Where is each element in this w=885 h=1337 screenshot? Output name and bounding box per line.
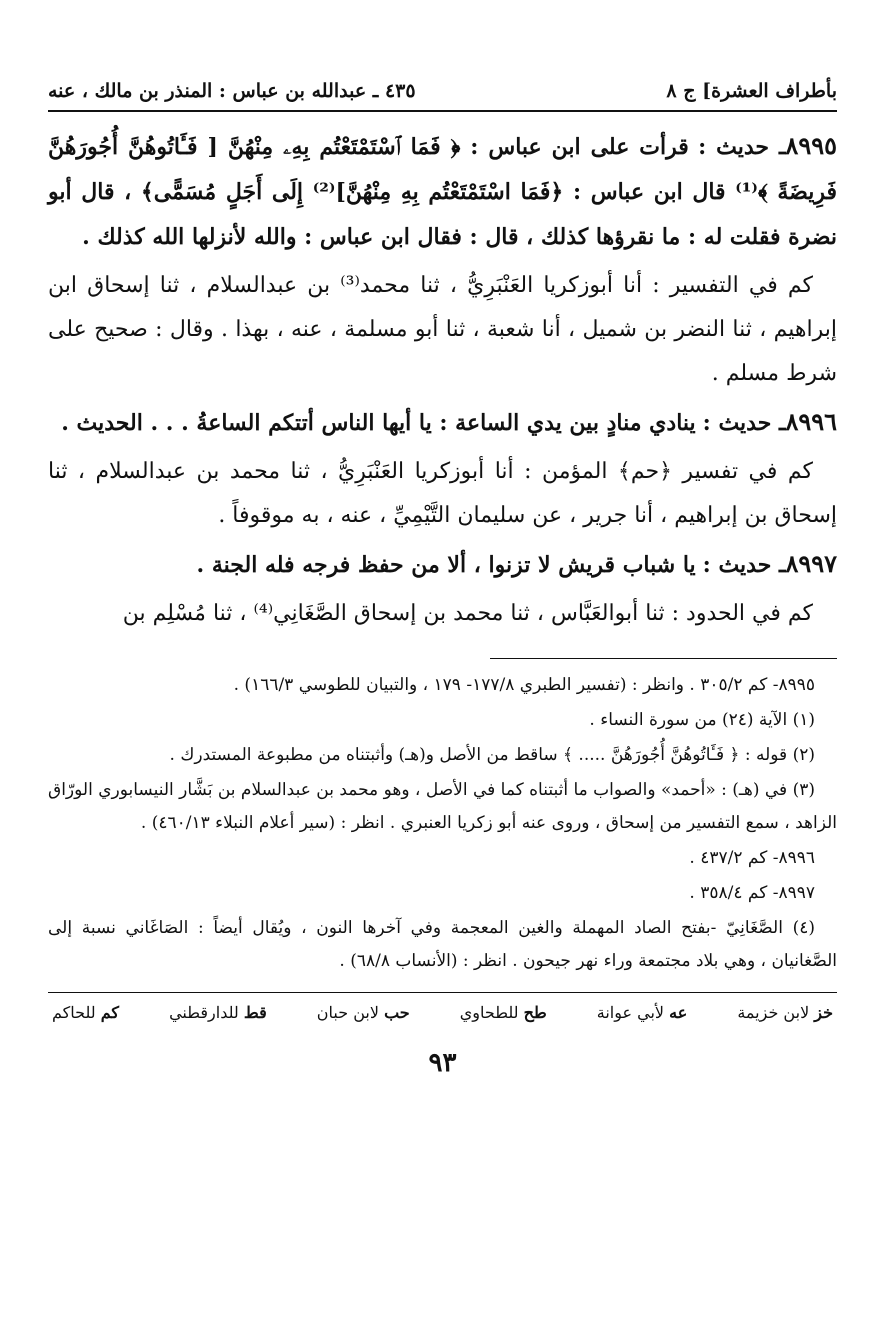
main-text [48,124,837,636]
abbreviation-item: قط للدارقطني [169,1003,267,1022]
header-book-title: بأطراف العشرة] ج ٨ [666,80,837,102]
abbreviations-key [48,1003,837,1022]
footnote: (٢) قوله : ﴿ فَـَٔاتُوهُنَّ أُجُورَهُنَّ ..... ﴾ ساقط من الأصل و(هـ) وأثبتناه من مطبوعة المستدرك . [169,745,815,765]
entry-label: ـ حديث : [702,410,786,436]
abbreviations-separator [48,992,837,993]
entry-label: ـ حديث : [702,552,786,578]
footnote-separator [490,658,837,659]
hadith-entry [48,400,837,446]
footnote: (٤) الصَّغَانِيّ -بفتح الصاد المهملة والغين المعجمة وفي آخرها النون ، ويُقال أيضاً : الصَاغَاني نسبة إلى الصَّغانيان ، وهي بلاد مجتمعة وراء نهر جيحون . انظر : (الأنساب ٦٨/٨) . [48,918,837,971]
abbreviation-item: حب لابن حبان [316,1003,410,1022]
abbreviation-item: طح للطحاوي [459,1003,547,1022]
footnote: ٨٩٩٥- كم ٣٠٥/٢ . وانظر : (تفسير الطبري ١٧٧/٨- ١٧٩ ، والتبيان للطوسي ١٦٦/٣) . [233,675,815,695]
hadith-text: قرأت على ابن عباس : ﴿ فَمَا ٱسْتَمْتَعْتُم بِهِۦ مِنْهُنَّ [ فَـَٔاتُوهُنَّ أُجُورَهُنَّ فَرِيضَةً ﴾⁽¹⁾ قال ابن عباس : ﴿فَمَا اسْتَمْتَعْتُم بِهِ مِنْهُنَّ]⁽²⁾ إِلَى أَجَلٍ مُسَمًّى﴾ ، قال أبو نضرة فقلت له : ما نقرؤها كذلك ، قال : فقال ابن عباس : والله لأنزلها الله كذلك . [48,134,838,250]
hadith-entry [48,542,837,588]
entry-label: ـ حديث : [698,134,786,160]
hadith-text: ينادي منادٍ بين يدي الساعة : يا أيها الناس أتتكم الساعةُ . . . الحديث . [61,410,696,436]
source-citation: كم في الحدود : ثنا أبوالعَبَّاس ، ثنا محمد بن إسحاق الصَّغَانِي⁽⁴⁾ ، ثنا مُسْلِم بن [122,601,813,626]
entry-number: ٨٩٩٥ [785,131,837,160]
page-number: ٩٣ [428,1048,457,1078]
abbreviation-item: خز لابن خزيمة [737,1003,833,1022]
source-citation: كم في تفسير ﴿حم﴾ المؤمن : أنا أبوزكريا العَنْبَرِيُّ ، ثنا محمد بن عبدالسلام ، ثنا إسحاق بن إبراهيم ، أنا جرير ، عن سليمان التَّيْمِيِّ ، عنه ، به موقوفاً . [48,459,837,528]
footnotes [48,669,837,978]
footnote: (١) الآية (٢٤) من سورة النساء . [589,710,815,730]
footnote: ٨٩٩٧- كم ٣٥٨/٤ . [689,883,815,903]
entry-number: ٨٩٩٦ [785,407,837,436]
running-header [48,80,837,112]
hadith-entry [48,124,837,260]
header-chapter-title: ٤٣٥ ـ عبدالله بن عباس : المنذر بن مالك ، عنه [48,80,416,102]
footnote: ٨٩٩٦- كم ٤٣٧/٢ . [689,848,815,868]
abbreviation-item: كم للحاكم [52,1003,120,1022]
source-citation: كم في التفسير : أنا أبوزكريا العَنْبَرِيُّ ، ثنا محمد⁽³⁾ بن عبدالسلام ، ثنا إسحاق ابن إبراهيم ، ثنا النضر بن شميل ، أنا شعبة ، ثنا أبو مسلمة ، عنه ، بهذا . وقال : صحيح على شرط مسلم . [48,273,837,386]
footnote: (٣) في (هـ) : «أحمد» والصواب ما أثبتناه كما في الأصل ، وهو محمد بن عبدالسلام بن بَشَّار النيسابوري الورّاق الزاهد ، سمع التفسير من إسحاق ، وروى عنه أبو زكريا العنبري . انظر : (سير أعلام النبلاء ٤٦٠/١٣) . [48,780,837,833]
entry-number: ٨٩٩٧ [785,549,837,578]
abbreviation-item: عه لأبي عوانة [596,1003,688,1022]
hadith-text: يا شباب قريش لا تزنوا ، ألا من حفظ فرجه فله الجنة . [196,552,696,578]
